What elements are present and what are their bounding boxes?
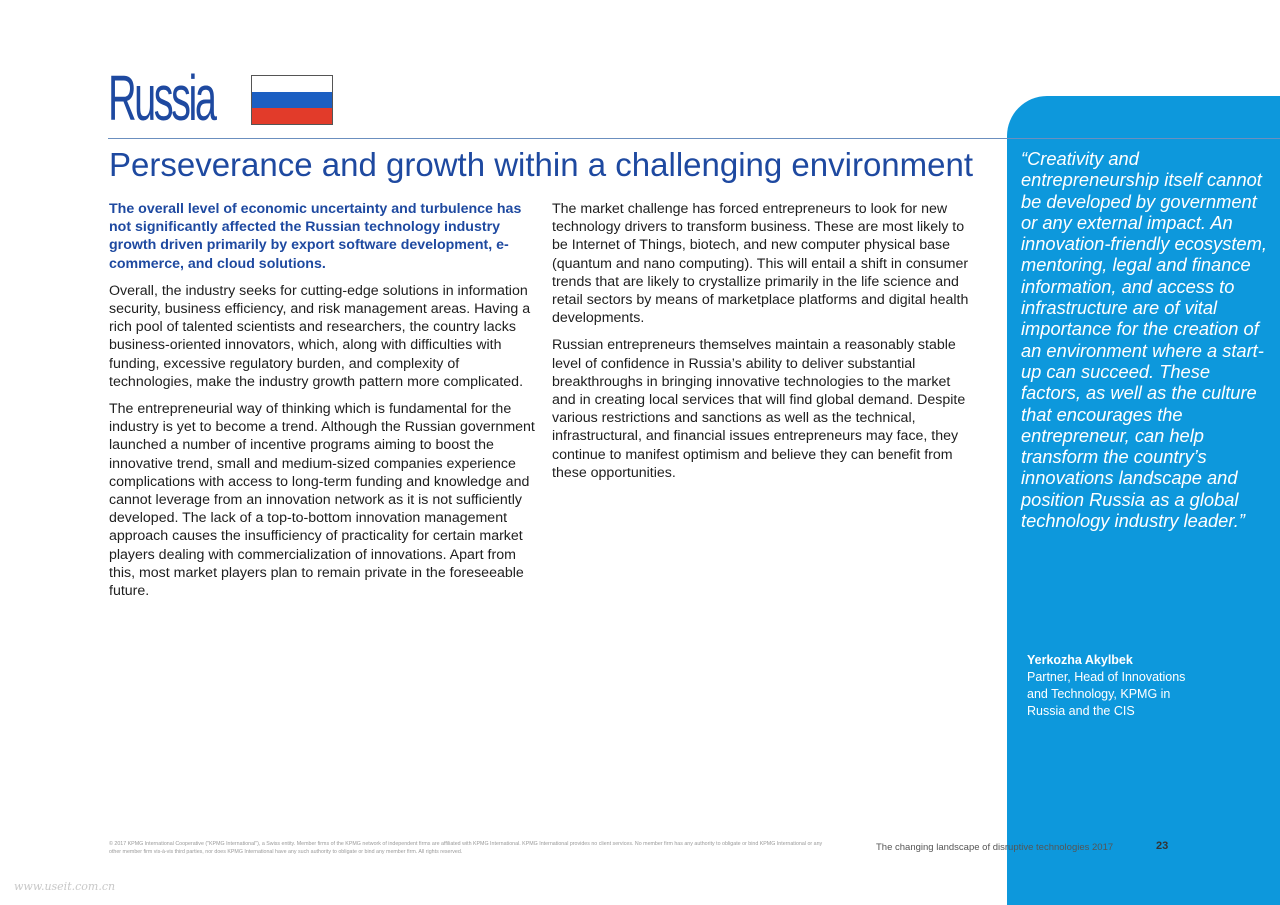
watermark: www.useit.com.cn: [14, 880, 116, 893]
report-title: The changing landscape of disruptive technologies 2017: [876, 842, 1114, 853]
quote-author-name: Yerkozha Akylbek: [1027, 653, 1133, 667]
paragraph: Overall, the industry seeks for cutting-edge solutions in information security, business efficiency, and risk management areas. Having a rich pool of talented scientists and researchers, the country lacks business-oriented innovators, which, along with difficulties with funding, excessive regulatory burden, and complexity of technologies, make the industry growth pattern more complicated.: [109, 282, 531, 390]
country-title: Russia: [108, 62, 215, 134]
lead-paragraph: The overall level of economic uncertainty and turbulence has not significantly affected the Russian technology industry growth driven primarily by export software development, e-commerce, and cloud solutions.: [109, 201, 522, 272]
pull-quote: “Creativity and entrepreneurship itself cannot be developed by government or any external impact. An innovation-friendly ecosystem, mentoring, legal and finance information, and access to infrastructure are of vital importance for the creation of an environment where a start-up can succeed. These factors, as well as the culture that encourages the entrepreneur, can help transform the country’s innovations landscape and position Russia as a global technology industry leader.”: [1021, 148, 1267, 532]
column-left: [109, 200, 539, 609]
russia-flag-icon: [251, 75, 333, 125]
paragraph: The market challenge has forced entrepreneurs to look for new technology drivers to transform business. These are most likely to be Internet of Things, biotech, and new computer physical base (quantum and nano computing). This will entail a shift in consumer trends that are likely to crystallize primarily in the life science and retail sectors by means of marketplace platforms and digital health developments.: [552, 201, 969, 327]
page-number: 23: [1156, 840, 1169, 852]
legal-notice: © 2017 KPMG International Cooperative ("KPMG International"), a Swiss entity. Member firms of the KPMG network of independent firms are affiliated with KPMG International. KPMG International provides no client services. No member firm has any authority to obligate or bind KPMG International or any other member firm vis-à-vis third parties, nor does KPMG International have any such authority to obligate or bind any member firm. All rights reserved.: [109, 841, 823, 855]
header-divider: [108, 138, 1280, 139]
column-right: [552, 200, 977, 491]
quote-author-role: Partner, Head of Innovations and Technology, KPMG in Russia and the CIS: [1027, 670, 1186, 718]
paragraph: Russian entrepreneurs themselves maintain a reasonably stable level of confidence in Russia’s ability to deliver substantial breakthroughs in bringing innovative technologies to the market and in creating local services that will find global demand. Despite various restrictions and sanctions as well as the technical, infrastructural, and financial issues entrepreneurs may face, they continue to manifest optimism and believe they can benefit from these opportunities.: [552, 337, 966, 481]
paragraph: The entrepreneurial way of thinking which is fundamental for the industry is yet to become a trend. Although the Russian government launched a number of incentive programs aiming to boost the innovative trend, small and medium-sized companies experience complications with access to long-term funding and knowledge and cannot leverage from an innovation network as it is not sufficiently developed. The lack of a top-to-bottom innovation management approach causes the insufficiency of practicality for certain market players dealing with commercialization of innovations. Apart from this, most market players plan to remain private in the foreseeable future.: [109, 401, 535, 600]
page-headline: Perseverance and growth within a challenging environment: [109, 146, 974, 183]
